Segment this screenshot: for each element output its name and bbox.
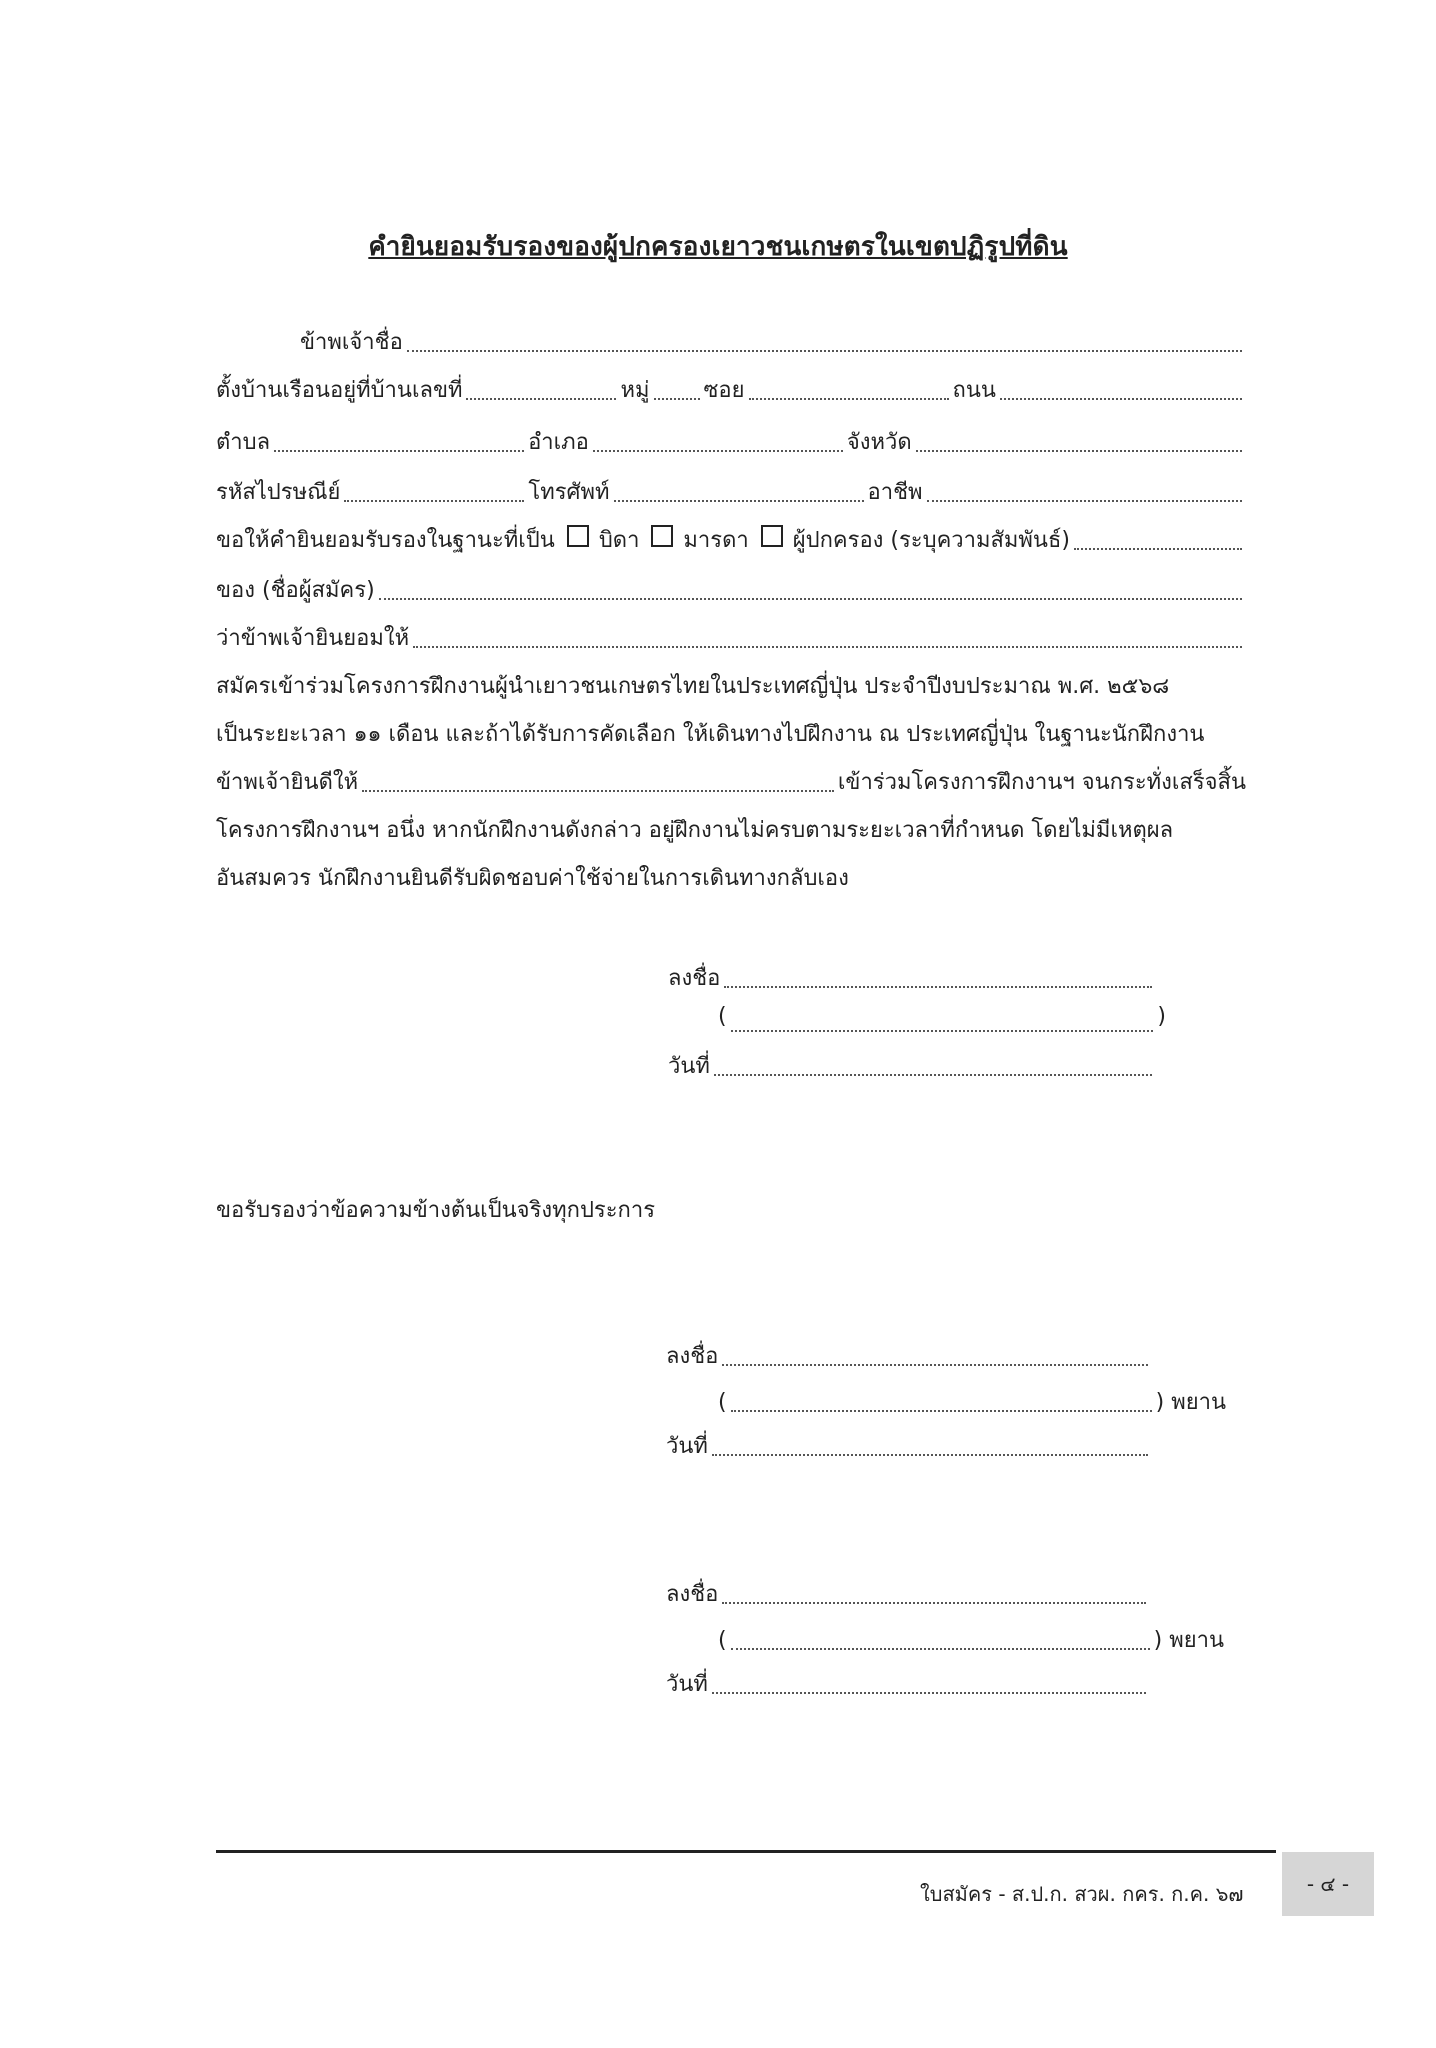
- name-row: [300, 324, 1246, 360]
- location-row: [216, 424, 1246, 460]
- mother-checkbox[interactable]: [651, 525, 673, 547]
- father-label: บิดา: [598, 528, 640, 553]
- witness1-date-field[interactable]: [712, 1450, 1148, 1456]
- witness2-date-label: วันที่: [666, 1672, 708, 1697]
- province-label: จังหวัด: [846, 430, 912, 455]
- moo-field[interactable]: [654, 394, 700, 400]
- guardian-sign-label: ลงชื่อ: [668, 966, 721, 991]
- road-field[interactable]: [1000, 394, 1242, 400]
- witness2-printed-name-field[interactable]: [731, 1644, 1150, 1650]
- contact-row: [216, 474, 1246, 510]
- witness1-sign-label: ลงชื่อ: [666, 1344, 719, 1369]
- phone-label: โทรศัพท์: [528, 480, 610, 505]
- witness1-sign-field[interactable]: [722, 1360, 1148, 1366]
- road-label: ถนน: [952, 378, 996, 403]
- consent-to-field[interactable]: [413, 642, 1242, 648]
- form-title: คำยินยอมรับรองของผู้ปกครองเยาวชนเกษตรในเขตปฏิรูปที่ดิน: [368, 232, 1068, 262]
- guardian-checkbox[interactable]: [761, 525, 783, 547]
- witness2-printed-name-row: [718, 1622, 1224, 1658]
- page-number: - ๔ -: [1282, 1852, 1374, 1916]
- guardian-close-paren: ): [1157, 1004, 1166, 1029]
- guardian-sign-row: [668, 960, 1156, 996]
- witness1-date-row: [666, 1428, 1152, 1464]
- consent-to-label: ว่าข้าพเจ้ายินยอมให้: [216, 626, 410, 651]
- occupation-label: อาชีพ: [867, 480, 923, 505]
- guardian-printed-name-row: [718, 1004, 1166, 1040]
- guardian-open-paren: (: [718, 1004, 727, 1029]
- amphoe-field[interactable]: [593, 446, 843, 452]
- mother-label: มารดา: [683, 528, 749, 553]
- guardian-date-field[interactable]: [714, 1070, 1152, 1076]
- amphoe-label: อำเภอ: [528, 430, 589, 455]
- witness2-sign-row: [666, 1576, 1150, 1612]
- address-row: [216, 372, 1246, 408]
- applicant-field[interactable]: [379, 594, 1242, 600]
- witness1-close-paren: ) พยาน: [1155, 1390, 1226, 1415]
- witness2-close-paren: ) พยาน: [1153, 1628, 1224, 1653]
- body-line-3-end: เข้าร่วมโครงการฝึกงานฯ จนกระทั่งเสร็จสิ้น: [837, 770, 1246, 795]
- soi-field[interactable]: [749, 394, 949, 400]
- guardian-date-label: วันที่: [668, 1054, 710, 1079]
- house-no-label: ตั้งบ้านเรือนอยู่ที่บ้านเลขที่: [216, 378, 463, 403]
- footer-doc-ref: ใบสมัคร - ส.ป.ก. สวผ. กคร. ก.ค. ๖๗: [920, 1882, 1244, 1906]
- trainee-name-field[interactable]: [362, 786, 834, 792]
- guardian-sign-field[interactable]: [724, 982, 1152, 988]
- body-line-4: โครงการฝึกงานฯ อนึ่ง หากนักฝึกงานดังกล่าว อยู่ฝึกงานไม่ครบตามระยะเวลาที่กำหนด โดยไม่มีเหตุผล: [216, 818, 1174, 843]
- guardian-label: ผู้ปกครอง (ระบุความสัมพันธ์): [792, 528, 1070, 553]
- name-label: ข้าพเจ้าชื่อ: [300, 330, 403, 355]
- moo-label: หมู่: [620, 378, 650, 403]
- body-line-3: [216, 764, 1246, 800]
- postcode-field[interactable]: [344, 496, 524, 502]
- occupation-field[interactable]: [927, 496, 1242, 502]
- body-line-2: เป็นระยะเวลา ๑๑ เดือน และถ้าได้รับการคัดเลือก ให้เดินทางไปฝึกงาน ณ ประเทศญี่ปุ่น ในฐานะนักฝึกงาน: [216, 722, 1205, 747]
- witness2-date-field[interactable]: [712, 1688, 1146, 1694]
- witness1-printed-name-row: [718, 1384, 1226, 1420]
- consent-to-row: [216, 620, 1246, 656]
- body-line-1: สมัครเข้าร่วมโครงการฝึกงานผู้นำเยาวชนเกษตรไทยในประเทศญี่ปุ่น ประจำปีงบประมาณ พ.ศ. ๒๕๖๘: [216, 674, 1170, 699]
- consent-as-row: [216, 522, 1246, 558]
- witness1-sign-row: [666, 1338, 1152, 1374]
- body-line-3-start: ข้าพเจ้ายินดีให้: [216, 770, 359, 795]
- applicant-label: ของ (ชื่อผู้สมัคร): [216, 578, 375, 603]
- body-line-5: อันสมควร นักฝึกงานยินดีรับผิดชอบค่าใช้จ่ายในการเดินทางกลับเอง: [216, 866, 849, 891]
- witness1-date-label: วันที่: [666, 1434, 708, 1459]
- postcode-label: รหัสไปรษณีย์: [216, 480, 341, 505]
- tambon-field[interactable]: [274, 446, 524, 452]
- witness2-open-paren: (: [718, 1628, 727, 1653]
- witness1-open-paren: (: [718, 1390, 727, 1415]
- house-no-field[interactable]: [466, 394, 616, 400]
- phone-field[interactable]: [614, 496, 864, 502]
- guardian-date-row: [668, 1048, 1156, 1084]
- witness2-date-row: [666, 1666, 1150, 1702]
- relationship-field[interactable]: [1074, 544, 1242, 550]
- province-field[interactable]: [916, 446, 1242, 452]
- soi-label: ซอย: [703, 378, 745, 403]
- certify-statement: ขอรับรองว่าข้อความข้างต้นเป็นจริงทุกประการ: [216, 1198, 656, 1223]
- footer-divider: [216, 1850, 1276, 1853]
- guardian-printed-name-field[interactable]: [731, 1026, 1154, 1032]
- witness2-sign-label: ลงชื่อ: [666, 1582, 719, 1607]
- consent-as-label: ขอให้คำยินยอมรับรองในฐานะที่เป็น: [216, 528, 555, 553]
- father-checkbox[interactable]: [567, 525, 589, 547]
- witness2-sign-field[interactable]: [722, 1598, 1146, 1604]
- witness1-printed-name-field[interactable]: [731, 1406, 1152, 1412]
- applicant-row: [216, 572, 1246, 608]
- name-field[interactable]: [407, 346, 1242, 352]
- tambon-label: ตำบล: [216, 430, 271, 455]
